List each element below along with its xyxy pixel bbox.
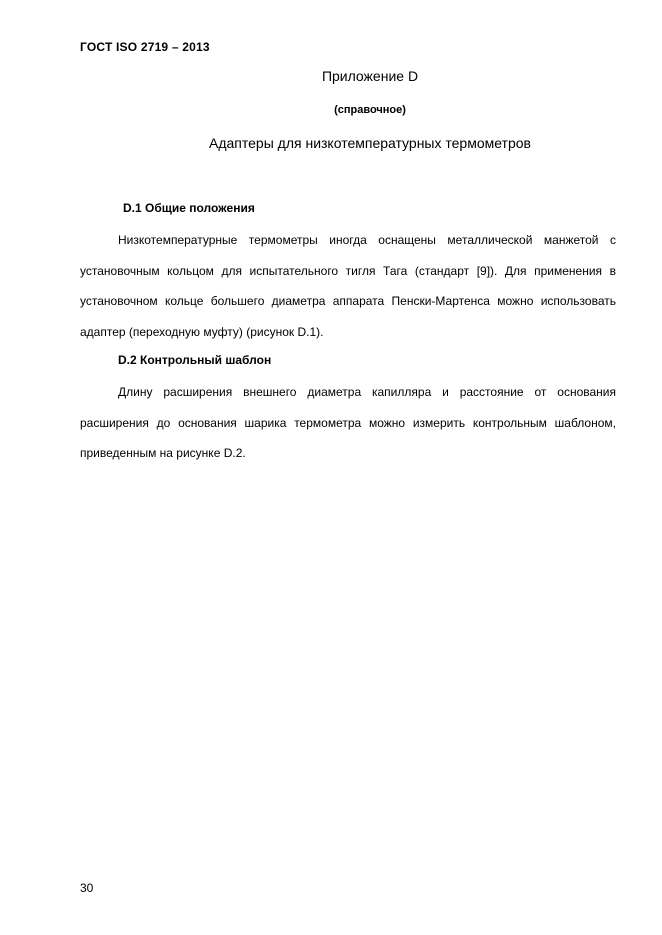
appendix-title: Приложение D — [321, 68, 419, 84]
page-number: 30 — [80, 881, 94, 895]
section-d1-paragraph: Низкотемпературные термометры иногда оснащены металлической манжетой с установочным кольцом для испытательного тигля Тага (стандарт [9]). Для применения в установочном кольце большего диаметра аппарата Пенски-Мартенса можно использовать адаптер (переходную муфту) (рисунок D.1). — [80, 233, 616, 339]
appendix-status: (справочное) — [334, 104, 406, 116]
section-d2-paragraph: Длину расширения внешнего диаметра капилляра и расстояние от основания расширения до основания шарика термометра можно измерить контрольным шаблоном, приведенным на рисунке D.2. — [80, 385, 616, 460]
document-header: ГОСТ ISO 2719 – 2013 — [80, 40, 210, 54]
appendix-heading: Адаптеры для низкотемпературных термометров — [209, 135, 531, 151]
section-d1-title: D.1 Общие положения — [123, 201, 255, 215]
section-d2-title: D.2 Контрольный шаблон — [118, 353, 272, 367]
